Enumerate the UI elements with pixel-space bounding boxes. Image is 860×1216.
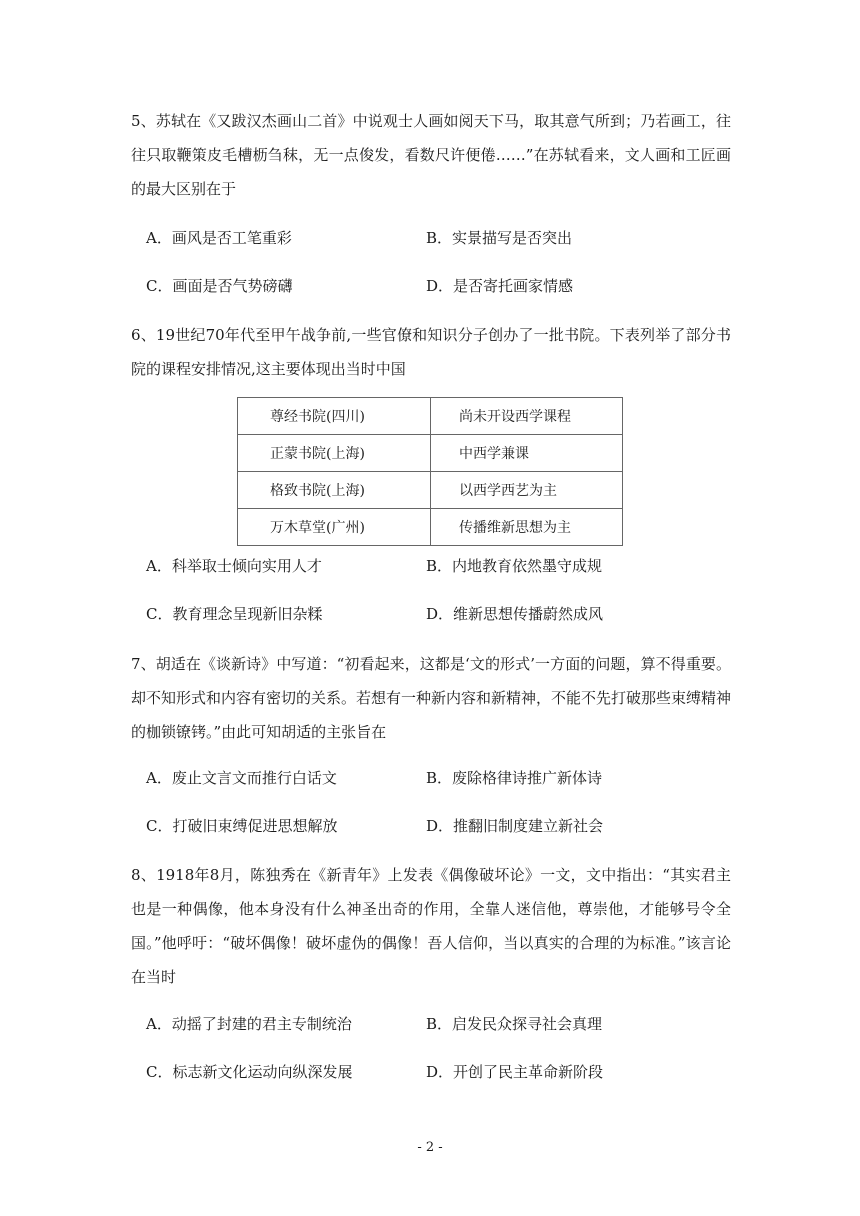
question-8-option-b: B．启发民众探寻社会真理 bbox=[426, 1015, 603, 1033]
question-5-option-b: B．实景描写是否突出 bbox=[426, 229, 573, 247]
question-8-option-a: A．动摇了封建的君主专制统治 bbox=[146, 1015, 352, 1033]
table-row bbox=[238, 435, 623, 472]
question-7-option-b: B．废除格律诗推广新体诗 bbox=[426, 769, 603, 787]
question-7-stem: 7、胡适在《谈新诗》中写道：“初看起来，这都是‘文的形式’一方面的问题，算不得重要。却不知形式和内容有密切的关系。若想有一种新内容和新精神，不能不先打破那些束缚精神的枷锁镣铐。”由此可知胡适的主张旨在 bbox=[131, 655, 732, 741]
table-cell: 万木草堂(广州) bbox=[238, 509, 431, 546]
table-cell: 以西学西艺为主 bbox=[431, 472, 623, 509]
table-cell: 尊经书院(四川) bbox=[238, 398, 431, 435]
question-6-stem: 6、19世纪70年代至甲午战争前,一些官僚和知识分子创办了一批书院。下表列举了部分书院的课程安排情况,这主要体现出当时中国 bbox=[131, 326, 731, 378]
question-8-stem: 8、1918年8月，陈独秀在《新青年》上发表《偶像破坏论》一文，文中指出：“其实君主也是一种偶像，他本身没有什么神圣出奇的作用，全靠人迷信他，尊崇他，才能够号令全国。”他呼吁：“破坏偶像！破坏虚伪的偶像！吾人信仰，当以真实的合理的为标准。”该言论在当时 bbox=[131, 866, 731, 986]
question-5-option-c: C．画面是否气势磅礴 bbox=[146, 277, 293, 295]
question-6-option-b: B．内地教育依然墨守成规 bbox=[426, 557, 603, 575]
table-row bbox=[238, 472, 623, 509]
question-7-option-c: C．打破旧束缚促进思想解放 bbox=[146, 817, 338, 835]
academy-curriculum-table bbox=[237, 397, 623, 546]
table-cell: 格致书院(上海) bbox=[238, 472, 431, 509]
question-6-option-c: C．教育理念呈现新旧杂糅 bbox=[146, 605, 323, 623]
question-5-option-a: A．画风是否工笔重彩 bbox=[146, 229, 292, 247]
table-cell: 尚未开设西学课程 bbox=[431, 398, 623, 435]
table-cell: 传播维新思想为主 bbox=[431, 509, 623, 546]
table-row bbox=[238, 509, 623, 546]
question-5-stem: 5、苏轼在《又跋汉杰画山二首》中说观士人画如阅天下马，取其意气所到；乃若画工，往往只取鞭策皮毛槽枥刍秣，无一点俊发，看数尺许便倦……”在苏轼看来，文人画和工匠画的最大区别在于 bbox=[131, 112, 731, 198]
table-cell: 中西学兼课 bbox=[431, 435, 623, 472]
question-8-option-c: C．标志新文化运动向纵深发展 bbox=[146, 1063, 353, 1081]
question-8-option-d: D．开创了民主革命新阶段 bbox=[426, 1063, 604, 1081]
page-number: - 2 - bbox=[417, 1140, 443, 1155]
question-6-option-d: D．维新思想传播蔚然成风 bbox=[426, 605, 604, 623]
question-7-option-a: A．废止文言文而推行白话文 bbox=[146, 769, 337, 787]
question-7-option-d: D．推翻旧制度建立新社会 bbox=[426, 817, 604, 835]
table-cell: 正蒙书院(上海) bbox=[238, 435, 431, 472]
question-5-option-d: D．是否寄托画家情感 bbox=[426, 277, 574, 295]
question-6-option-a: A．科举取士倾向实用人才 bbox=[146, 557, 322, 575]
table-row bbox=[238, 398, 623, 435]
